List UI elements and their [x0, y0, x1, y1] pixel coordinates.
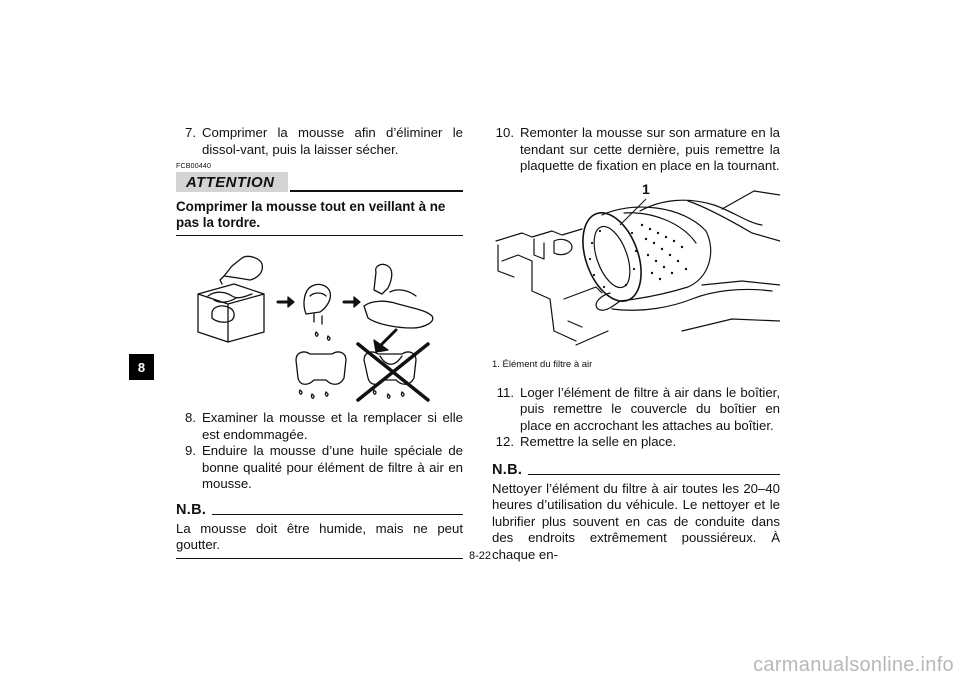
step-text: Examiner la mousse et la remplacer si elle est endommagée. — [202, 410, 463, 442]
step-number: 10. — [495, 125, 514, 140]
step-10 — [492, 125, 780, 175]
step-text: Enduire la mousse d’une huile spéciale de bonne qualité pour élément de filtre à air en mousse. — [202, 443, 463, 491]
step-number: 7. — [185, 125, 196, 140]
step-7 — [176, 125, 463, 158]
attention-rule — [290, 180, 463, 192]
nb-header — [492, 463, 780, 478]
figure-caption: 1. Élément du filtre à air — [492, 358, 593, 370]
chapter-tab — [129, 354, 154, 380]
step-number: 11. — [496, 384, 514, 400]
step-12 — [492, 434, 780, 451]
reference-code: FCB00440 — [176, 163, 212, 170]
nb-label: N.B. — [492, 461, 523, 478]
attention-end-rule — [176, 235, 463, 236]
figure-callout: 1 — [642, 180, 650, 197]
left-column — [176, 125, 463, 559]
nb-rule — [212, 514, 463, 515]
nb-label: N.B. — [176, 501, 207, 518]
nb-text: Nettoyer l’élément du filtre à air toutes les 20–40 heures d’utilisation du véhicule. Le nettoyer et le lubrifier plus souvent en cas de conduite dans des endroits extrêmement poussiéreux. À chaque en- — [492, 480, 780, 562]
step-9 — [176, 443, 463, 493]
foam-squeeze-illustration — [176, 244, 463, 404]
step-text: Comprimer la mousse afin d’éliminer le dissol-vant, puis la laisser sécher. — [202, 125, 463, 157]
air-filter-illustration — [492, 181, 780, 357]
step-number: 8. — [185, 410, 196, 425]
watermark: carmanualsonline.info — [753, 654, 954, 676]
step-text: Remettre la selle en place. — [520, 434, 677, 449]
attention-label: ATTENTION — [176, 172, 288, 192]
attention-text: Comprimer la mousse tout en veillant à ne pas la tordre. — [176, 199, 446, 230]
attention-header — [176, 172, 463, 192]
page-number: 8-22 — [468, 550, 492, 562]
right-column — [492, 125, 780, 563]
step-text: Loger l’élément de filtre à air dans le boîtier, puis remettre le couvercle du boîtier en place en accrochant les attaches au boîtier. — [520, 384, 780, 433]
step-number: 12. — [495, 434, 514, 449]
nb-text: La mousse doit être humide, mais ne peut goutter. — [176, 520, 463, 552]
step-text: Remonter la mousse sur son armature en la tendant sur cette dernière, puis remettre la plaquette de fixation en place en la tournant. — [520, 125, 780, 173]
step-8 — [176, 410, 463, 443]
step-number: 9. — [185, 443, 196, 458]
nb-header — [176, 503, 463, 518]
chapter-number: 8 — [137, 359, 146, 375]
nb-rule — [528, 474, 780, 475]
step-11 — [492, 385, 780, 435]
